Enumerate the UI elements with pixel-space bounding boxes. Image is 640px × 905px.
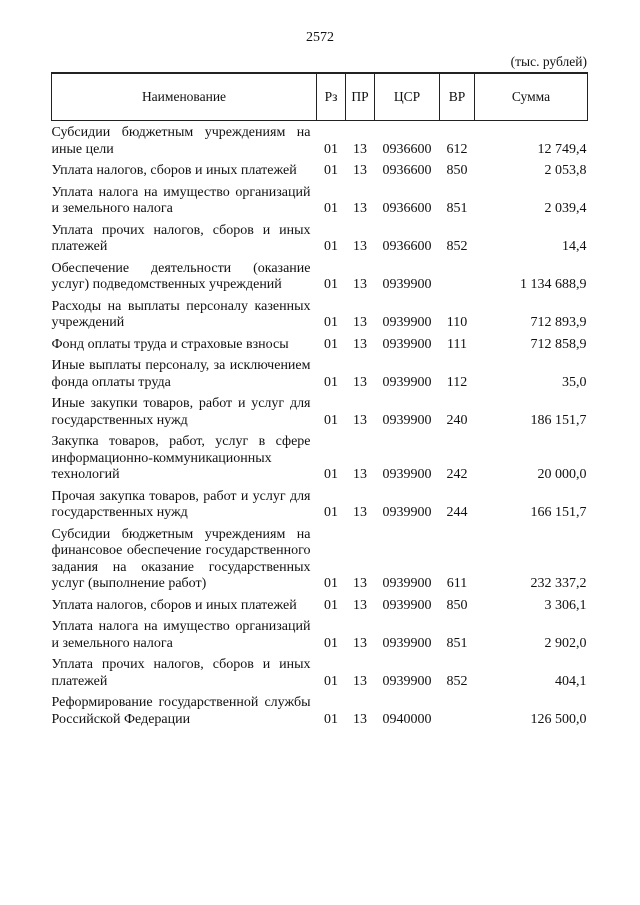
row-pr: 13 xyxy=(353,201,367,216)
row-name: Субсидии бюджетным учреждениям на финансовое обеспечение государственного задания на оказание государственных услуг (выполнение работ) xyxy=(51,526,311,591)
table-row xyxy=(52,657,588,695)
row-vr: 111 xyxy=(447,336,467,352)
row-vr: 850 xyxy=(446,597,468,613)
row-rz: 01 xyxy=(324,467,338,482)
table-row xyxy=(52,223,588,261)
units-label: (тыс. рублей) xyxy=(510,54,587,69)
table-row xyxy=(52,527,588,598)
row-sum: 166 151,7 xyxy=(530,505,587,520)
row-rz: 01 xyxy=(324,673,338,689)
row-vr: 852 xyxy=(446,239,468,254)
header-vr: ВР xyxy=(440,73,475,121)
row-rz: 01 xyxy=(324,711,338,727)
row-name: Уплата налогов, сборов и иных платежей xyxy=(51,163,297,178)
row-name: Уплата прочих налогов, сборов и иных платежей xyxy=(51,222,311,254)
table-row xyxy=(52,598,588,620)
row-rz: 01 xyxy=(324,201,338,216)
row-sum: 186 151,7 xyxy=(530,412,587,428)
row-csr: 0936600 xyxy=(382,141,432,157)
row-name: Расходы на выплаты персоналу казенных учреждений xyxy=(51,298,311,330)
row-sum: 126 500,0 xyxy=(530,711,587,727)
row-pr: 13 xyxy=(353,597,367,613)
row-sum: 20 000,0 xyxy=(537,467,587,482)
row-pr: 13 xyxy=(353,239,367,254)
row-csr: 0939900 xyxy=(382,597,432,613)
row-rz: 01 xyxy=(324,336,338,352)
row-vr: 850 xyxy=(446,163,468,178)
row-rz: 01 xyxy=(324,576,338,591)
row-vr: 240 xyxy=(446,412,468,428)
table-row xyxy=(52,185,588,223)
row-vr: 851 xyxy=(446,635,468,651)
table-body xyxy=(52,121,588,734)
header-rz: Рз xyxy=(317,73,346,121)
row-name: Обеспечение деятельности (оказание услуг) подведомственных учреждений xyxy=(51,260,311,292)
row-csr: 0939900 xyxy=(382,374,432,390)
row-name: Фонд оплаты труда и страховые взносы xyxy=(51,336,289,352)
row-vr: 244 xyxy=(446,505,468,520)
row-sum: 12 749,4 xyxy=(537,141,587,157)
row-pr: 13 xyxy=(353,315,367,330)
row-csr: 0936600 xyxy=(382,163,432,178)
row-sum: 2 053,8 xyxy=(544,163,587,178)
row-pr: 13 xyxy=(353,673,367,689)
row-rz: 01 xyxy=(324,505,338,520)
row-pr: 13 xyxy=(353,374,367,390)
table-row xyxy=(52,489,588,527)
header-pr: ПР xyxy=(346,73,375,121)
row-csr: 0939900 xyxy=(382,277,432,292)
row-pr: 13 xyxy=(353,711,367,727)
row-rz: 01 xyxy=(324,141,338,157)
row-name: Иные закупки товаров, работ и услуг для государственных нужд xyxy=(51,396,311,428)
row-name: Реформирование государственной службы Российской Федерации xyxy=(51,695,311,727)
row-name: Уплата прочих налогов, сборов и иных платежей xyxy=(51,657,311,689)
budget-table xyxy=(51,72,588,733)
table-row xyxy=(52,337,588,359)
row-pr: 13 xyxy=(353,635,367,651)
row-sum: 232 337,2 xyxy=(530,576,587,591)
row-pr: 13 xyxy=(353,163,367,178)
row-vr: 612 xyxy=(446,141,468,157)
row-name: Прочая закупка товаров, работ и услуг для государственных нужд xyxy=(51,488,311,520)
row-name: Уплата налога на имущество организаций и земельного налога xyxy=(51,184,311,216)
row-sum: 712 858,9 xyxy=(530,336,587,352)
row-vr: 852 xyxy=(446,673,468,689)
row-sum: 712 893,9 xyxy=(530,315,587,330)
row-name: Закупка товаров, работ, услуг в сфере информационно-коммуникационных технологий xyxy=(51,434,311,482)
table-row xyxy=(52,396,588,434)
row-sum: 2 039,4 xyxy=(544,201,587,216)
row-name: Иные выплаты персоналу, за исключением фонда оплаты труда xyxy=(51,358,311,390)
row-pr: 13 xyxy=(353,412,367,428)
row-vr xyxy=(440,261,475,299)
header-csr: ЦСР xyxy=(375,73,440,121)
row-pr: 13 xyxy=(353,277,367,292)
row-sum: 35,0 xyxy=(562,374,587,390)
row-csr: 0939900 xyxy=(382,412,432,428)
row-csr: 0939900 xyxy=(382,336,432,352)
row-rz: 01 xyxy=(324,597,338,613)
row-rz: 01 xyxy=(324,374,338,390)
row-sum: 404,1 xyxy=(555,673,587,689)
row-rz: 01 xyxy=(324,239,338,254)
row-rz: 01 xyxy=(324,635,338,651)
row-csr: 0936600 xyxy=(382,239,432,254)
row-rz: 01 xyxy=(324,277,338,292)
header-sum: Сумма xyxy=(475,73,588,121)
row-name: Субсидии бюджетным учреждениям на иные цели xyxy=(51,125,311,157)
row-rz: 01 xyxy=(324,163,338,178)
row-pr: 13 xyxy=(353,467,367,482)
page-number: 2572 xyxy=(306,30,334,45)
row-vr: 112 xyxy=(446,374,468,390)
row-pr: 13 xyxy=(353,576,367,591)
row-vr xyxy=(440,695,475,733)
row-csr: 0936600 xyxy=(382,201,432,216)
row-csr: 0940000 xyxy=(382,711,432,727)
table-header xyxy=(52,73,588,121)
header-name: Наименование xyxy=(52,73,317,121)
row-name: Уплата налога на имущество организаций и земельного налога xyxy=(51,619,311,651)
table-row xyxy=(52,619,588,657)
row-rz: 01 xyxy=(324,315,338,330)
row-sum: 14,4 xyxy=(562,239,587,254)
row-csr: 0939900 xyxy=(382,673,432,689)
row-sum: 2 902,0 xyxy=(544,635,587,651)
row-sum: 3 306,1 xyxy=(544,597,587,613)
row-vr: 851 xyxy=(446,201,468,216)
row-name: Уплата налогов, сборов и иных платежей xyxy=(51,597,297,613)
row-csr: 0939900 xyxy=(382,635,432,651)
row-sum: 1 134 688,9 xyxy=(520,277,587,292)
row-pr: 13 xyxy=(353,505,367,520)
row-rz: 01 xyxy=(324,412,338,428)
row-vr: 611 xyxy=(446,576,468,591)
row-vr: 242 xyxy=(446,467,468,482)
table-row xyxy=(52,163,588,185)
row-csr: 0939900 xyxy=(382,467,432,482)
table-row xyxy=(52,125,588,163)
table-row xyxy=(52,358,588,396)
row-pr: 13 xyxy=(353,141,367,157)
row-pr: 13 xyxy=(353,336,367,352)
row-vr: 110 xyxy=(446,315,468,330)
row-csr: 0939900 xyxy=(382,576,432,591)
row-csr: 0939900 xyxy=(382,315,432,330)
table-row xyxy=(52,261,588,299)
table-row xyxy=(52,434,588,489)
table-row xyxy=(52,299,588,337)
row-csr: 0939900 xyxy=(382,505,432,520)
table-row xyxy=(52,695,588,733)
